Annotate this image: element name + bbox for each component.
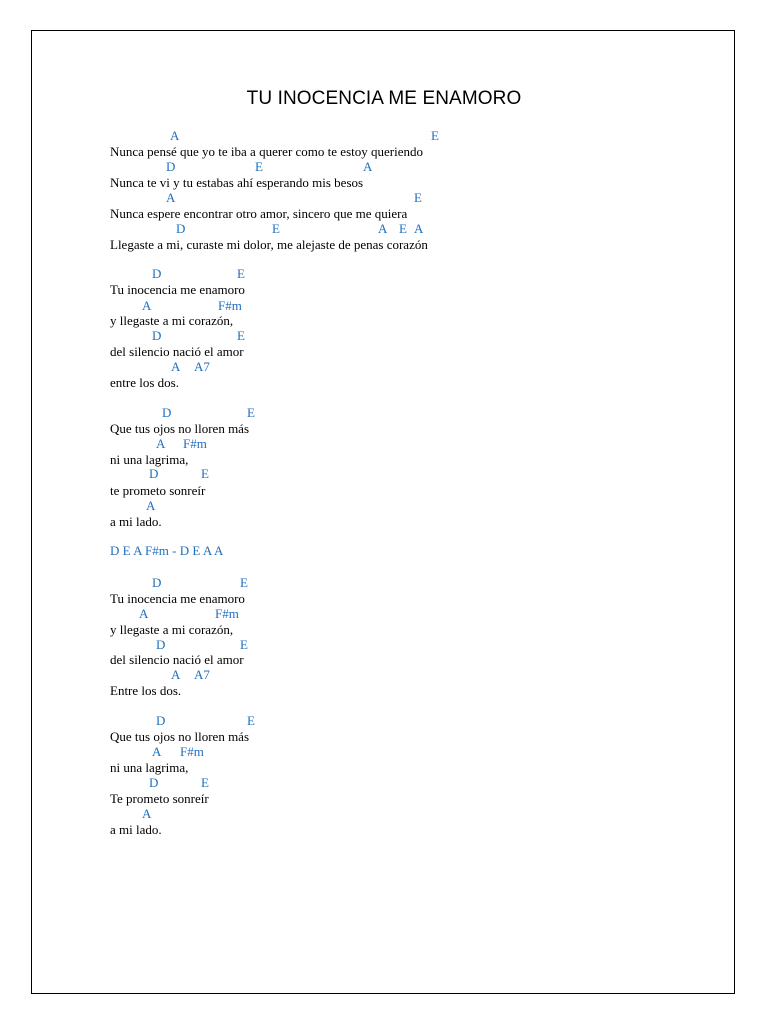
lyric-line: a mi lado. — [110, 822, 162, 837]
chord: A — [146, 498, 156, 513]
chord: A7 — [194, 667, 210, 682]
lyric-line: Tu inocencia me enamoro — [110, 282, 245, 297]
lyric-line: ni una lagrima, — [110, 760, 189, 775]
chord: D — [152, 266, 162, 281]
lyric-line: del silencio nació el amor — [110, 344, 244, 359]
chord: E — [240, 575, 248, 590]
chord: D — [176, 221, 186, 236]
chord: A — [166, 190, 176, 205]
chord: F#m — [180, 744, 204, 759]
chord: E — [247, 713, 255, 728]
lyric-line: Llegaste a mi, curaste mi dolor, me alejaste de penas corazón — [110, 237, 428, 252]
chord: D — [152, 328, 162, 343]
chord: F#m — [215, 606, 239, 621]
chord: F#m — [218, 298, 242, 313]
chord: A — [139, 606, 149, 621]
chord: A7 — [194, 359, 210, 374]
lyric-line: Que tus ojos no lloren más — [110, 421, 250, 436]
chord: E — [237, 328, 245, 343]
song-title: TU INOCENCIA ME ENAMORO — [246, 88, 522, 109]
chord: A — [170, 128, 180, 143]
lyric-line: entre los dos. — [110, 375, 179, 390]
lyric-line: a mi lado. — [110, 514, 162, 529]
chord: A — [142, 806, 152, 821]
chord: E — [414, 190, 422, 205]
chord: D — [156, 637, 166, 652]
chord: D — [156, 713, 166, 728]
lyric-line: del silencio nació el amor — [110, 652, 244, 667]
chord: E — [201, 466, 209, 481]
chord: D — [166, 159, 176, 174]
chord: E — [201, 775, 209, 790]
lyric-line: y llegaste a mi corazón, — [110, 622, 234, 637]
chord: E — [272, 221, 280, 236]
chord: D — [149, 775, 159, 790]
chord: E — [237, 266, 245, 281]
chord: A — [414, 221, 424, 236]
lyric-line: Te prometo sonreír — [110, 791, 209, 806]
chord: A — [142, 298, 152, 313]
chord: D — [162, 405, 172, 420]
lyric-line: te prometo sonreír — [110, 483, 206, 498]
lyric-line: Nunca espere encontrar otro amor, sincero que me quiera — [110, 206, 408, 221]
chord: A — [171, 667, 181, 682]
chord: D — [152, 575, 162, 590]
lyric-line: Tu inocencia me enamoro — [110, 591, 245, 606]
chord: A — [152, 744, 162, 759]
chord: E — [431, 128, 439, 143]
chord: A — [363, 159, 373, 174]
chord: E — [399, 221, 407, 236]
chord: F#m — [183, 436, 207, 451]
chord: E — [247, 405, 255, 420]
chord: A — [378, 221, 388, 236]
lyric-line: Nunca pensé que yo te iba a querer como te estoy queriendo — [110, 144, 423, 159]
chord: E — [240, 637, 248, 652]
chord: E — [255, 159, 263, 174]
lyric-line: y llegaste a mi corazón, — [110, 313, 234, 328]
chord: A — [156, 436, 166, 451]
lyric-line: ni una lagrima, — [110, 452, 189, 467]
interlude-chords: D E A F#m - D E A A — [110, 543, 224, 558]
lyric-line: Que tus ojos no lloren más — [110, 729, 250, 744]
chord: D — [149, 466, 159, 481]
lyric-line: Nunca te vi y tu estabas ahí esperando mis besos — [110, 175, 364, 190]
lyric-line: Entre los dos. — [110, 683, 182, 698]
chord: A — [171, 359, 181, 374]
